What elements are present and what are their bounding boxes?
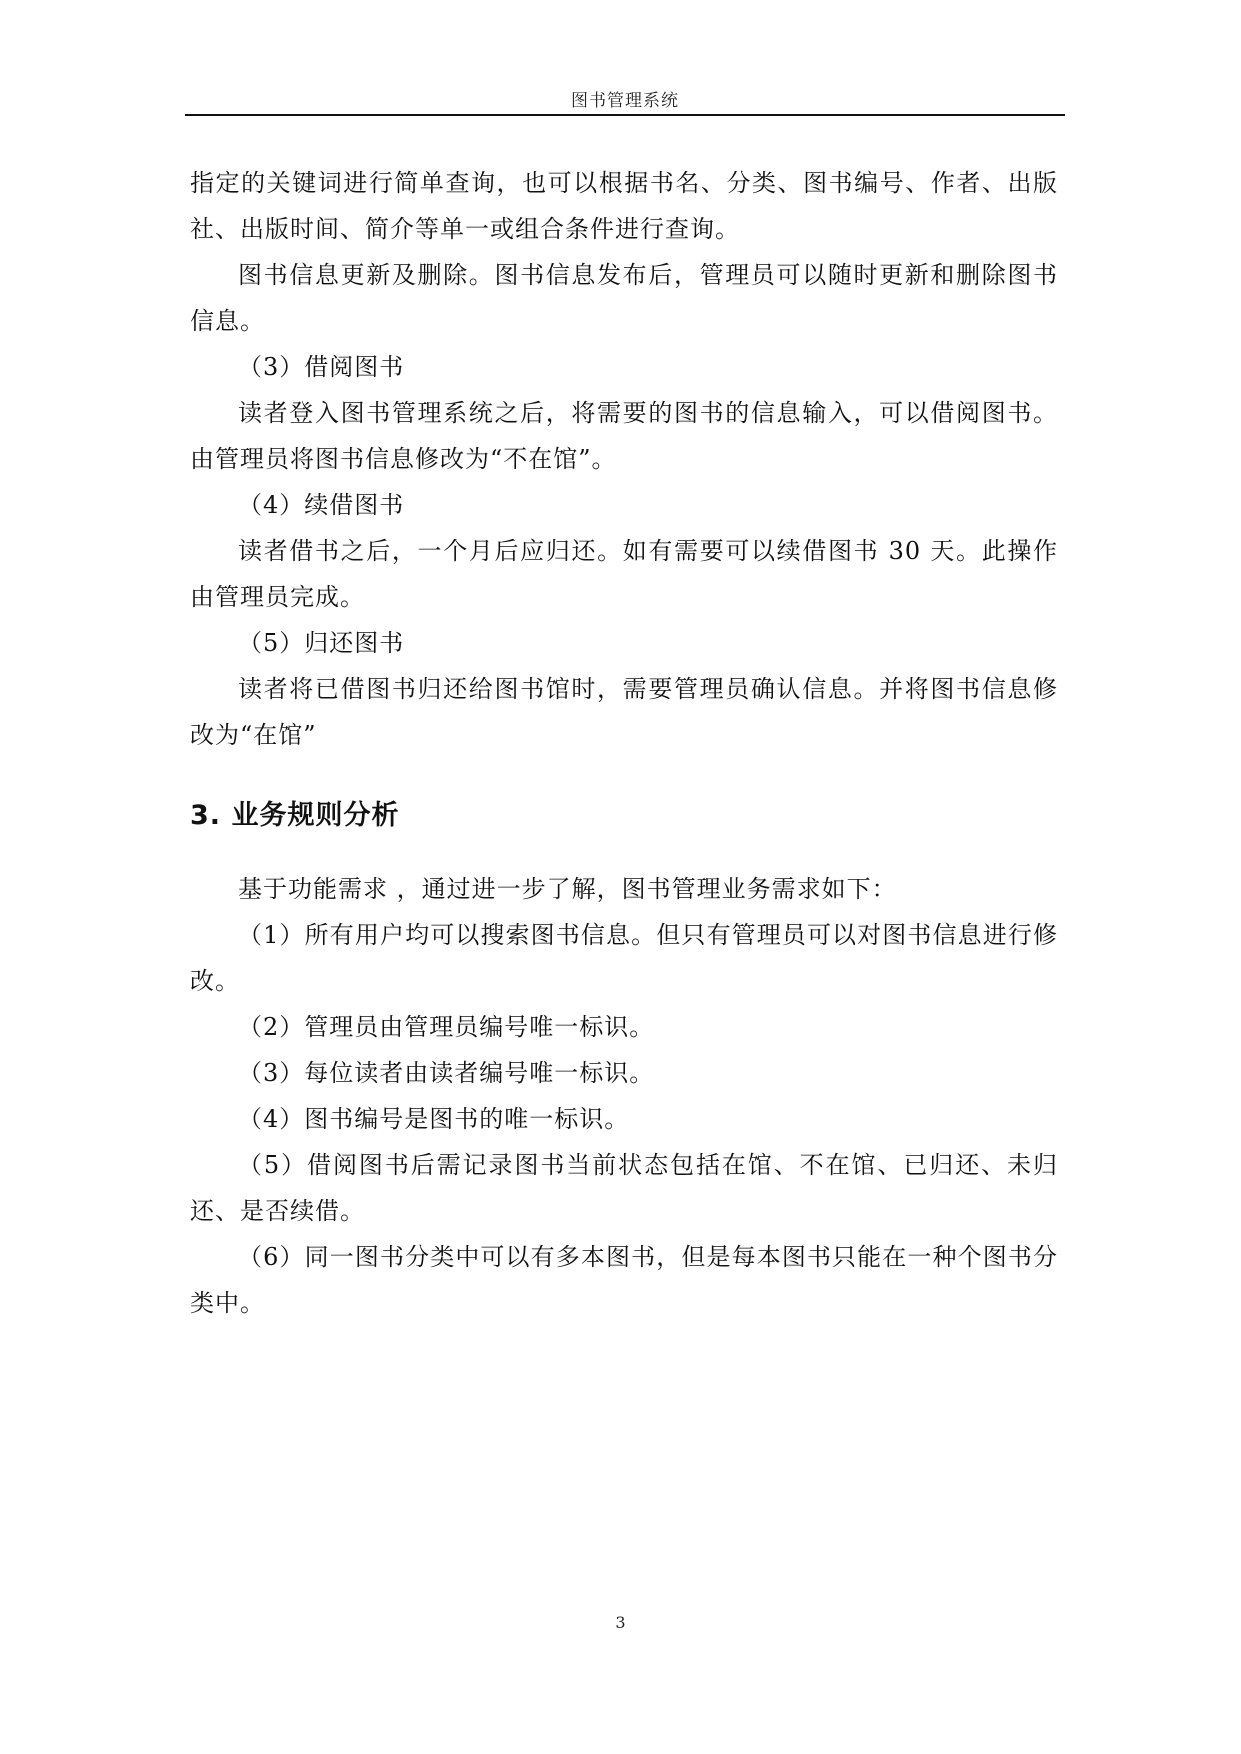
subsection-label: （4）续借图书 [238,491,405,519]
paragraph: 指定的关键词进行简单查询，也可以根据书名、分类、图书编号、作者、出版社、出版时间、简介等单一或组合条件进行查询。 [190,169,1058,243]
running-header: 图书管理系统 [571,91,679,111]
header-rule [185,114,1065,116]
paragraph: 读者登入图书管理系统之后，将需要的图书的信息输入，可以借阅图书。由管理员将图书信息修改为“不在馆”。 [190,399,1058,473]
list-item: （5）借阅图书后需记录图书当前状态包括在馆、不在馆、已归还、未归还、是否续借。 [190,1151,1058,1225]
page-number: 3 [615,1613,626,1632]
section-heading: 3. 业务规则分析 [190,800,400,831]
list-item: （6）同一图书分类中可以有多本图书，但是每本图书只能在一种个图书分类中。 [190,1243,1058,1317]
paragraph: 读者将已借图书归还给图书馆时，需要管理员确认信息。并将图书信息修改为“在馆” [190,675,1058,749]
body-text [190,160,1058,1326]
subsection-label: （3）借阅图书 [238,353,405,381]
subsection-label: （5）归还图书 [238,629,405,657]
list-item: （3）每位读者由读者编号唯一标识。 [238,1059,655,1087]
list-item: （4）图书编号是图书的唯一标识。 [238,1105,630,1133]
paragraph: 读者借书之后，一个月后应归还。如有需要可以续借图书 30 天。此操作由管理员完成。 [190,537,1058,611]
list-item: （2）管理员由管理员编号唯一标识。 [238,1013,655,1041]
paragraph: 基于功能需求 ，通过进一步了解，图书管理业务需求如下： [238,875,897,903]
list-item: （1）所有用户均可以搜索图书信息。但只有管理员可以对图书信息进行修改。 [190,921,1058,995]
paragraph: 图书信息更新及删除。图书信息发布后，管理员可以随时更新和删除图书信息。 [190,261,1058,335]
